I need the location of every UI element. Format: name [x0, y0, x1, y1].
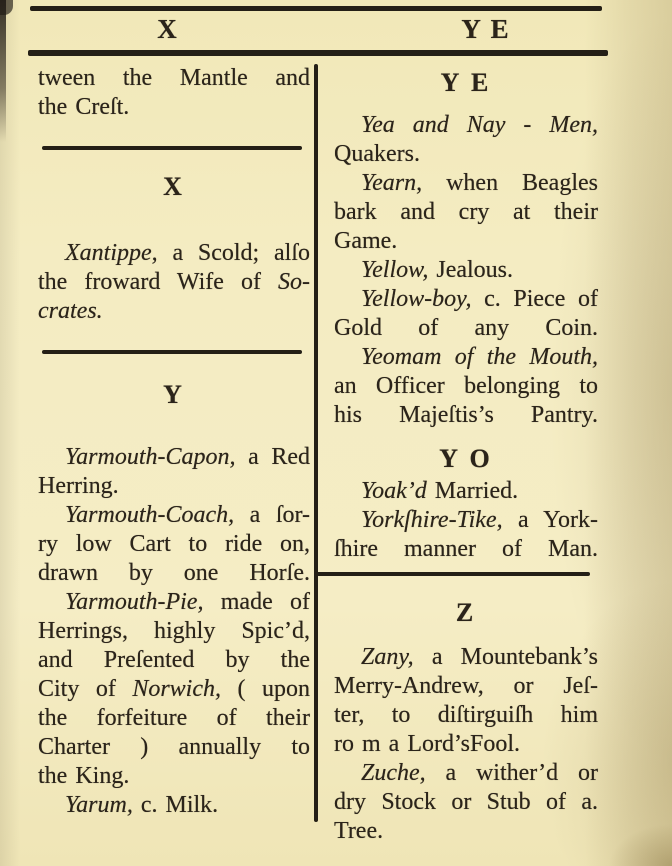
text-line: an Officer belonging to	[334, 373, 598, 399]
text-line: City of Norwich, ( upon	[38, 676, 310, 702]
right-column	[334, 64, 598, 846]
text-line: Yoak’d Married.	[361, 478, 519, 504]
left-column	[38, 64, 310, 820]
text-line: ro m a Lord’sFool.	[334, 731, 520, 757]
text-line: crates.	[38, 298, 103, 324]
running-head-right: Y E	[461, 14, 511, 44]
rule-above-section-y	[42, 350, 302, 354]
text-line: ry low Cart to ride on,	[38, 531, 310, 557]
section-ye-heading: Y E	[440, 68, 492, 97]
running-head-row	[0, 14, 672, 46]
entry-zuche	[334, 759, 598, 846]
text-line: Merry-Andrew, or Jeſ-	[334, 673, 598, 699]
text-line: tween the Mantle and	[38, 65, 310, 91]
entry-yarum	[38, 791, 310, 820]
section-z-heading: Z	[455, 598, 477, 627]
text-line: and Preſented by the	[38, 647, 310, 673]
entry-yeomam-of-the-mouth	[334, 343, 598, 430]
scan-corner-artifact	[0, 0, 13, 15]
text-line: bark and cry at their	[334, 199, 598, 225]
text-line: Yellow-boy, c. Piece of	[361, 286, 598, 312]
entry-yarmouth-pie	[38, 588, 310, 791]
entry-yearn	[334, 169, 598, 256]
rule-above-section-x	[42, 146, 302, 150]
text-line: the King.	[38, 763, 130, 789]
text-line: Tree.	[334, 818, 384, 844]
entry-zany	[334, 643, 598, 759]
text-line: Yarmouth-Capon, a Red	[65, 444, 310, 470]
text-line: Yearn, when Beagles	[361, 170, 598, 196]
text-line: Zuche, a wither’d or	[361, 760, 598, 786]
text-line: the froward Wife of So-	[38, 269, 310, 295]
entry-xantippe	[38, 239, 310, 326]
entry-yea-and-nay-men	[334, 111, 598, 169]
text-line: Zany, a Mountebank’s	[361, 644, 598, 670]
entry-yarmouth-capon	[38, 443, 310, 501]
text-line: Yarmouth-Coach, a ſor-	[65, 502, 310, 528]
entry-yorkshire-tike	[334, 506, 598, 564]
column-divider-rule	[314, 64, 318, 822]
entry-yarmouth-coach	[38, 501, 310, 588]
entry-yoakd	[334, 477, 598, 506]
text-line: his Majeſtis’s Pantry.	[334, 402, 598, 428]
text-line: Yarmouth-Pie, made of	[65, 589, 310, 615]
text-line: Xantippe, a Scold; alſo	[65, 240, 310, 266]
text-line: Yeomam of the Mouth,	[361, 344, 598, 370]
text-line: Yarum, c. Milk.	[65, 792, 219, 818]
text-line: Yorkſhire-Tike, a York-	[361, 507, 598, 533]
text-line: ter, to diſtirguiſh him	[334, 702, 598, 728]
entry-yellow-boy	[334, 285, 598, 343]
header-rule-top	[30, 6, 602, 11]
text-line: dry Stock or Stub of a.	[334, 789, 598, 815]
rule-above-section-z	[316, 572, 590, 576]
text-line: drawn by one Horſe.	[38, 560, 310, 586]
text-line: Herrings, highly Spic’d,	[38, 618, 310, 644]
header-rule-bottom	[28, 50, 608, 56]
section-yo-heading: Y O	[439, 444, 493, 473]
text-line: ſhire manner of Man.	[334, 536, 598, 562]
entry-yellow	[334, 256, 598, 285]
text-line: Herring.	[38, 473, 119, 499]
text-line: Gold of any Coin.	[334, 315, 598, 341]
text-line: Yellow, Jealous.	[361, 257, 514, 283]
section-x-heading: X	[163, 172, 185, 201]
text-line: Game.	[334, 228, 398, 254]
text-line: the Creſt.	[38, 94, 130, 120]
text-line: Yea and Nay - Men,	[361, 112, 598, 138]
text-line: Quakers.	[334, 141, 420, 167]
section-y-heading: Y	[163, 380, 185, 409]
entry-continuation-mantle-crest	[38, 64, 310, 122]
running-head-left: X	[157, 14, 179, 44]
text-line: Charter ) annually to	[38, 734, 310, 760]
text-line: the forfeiture of their	[38, 705, 310, 731]
